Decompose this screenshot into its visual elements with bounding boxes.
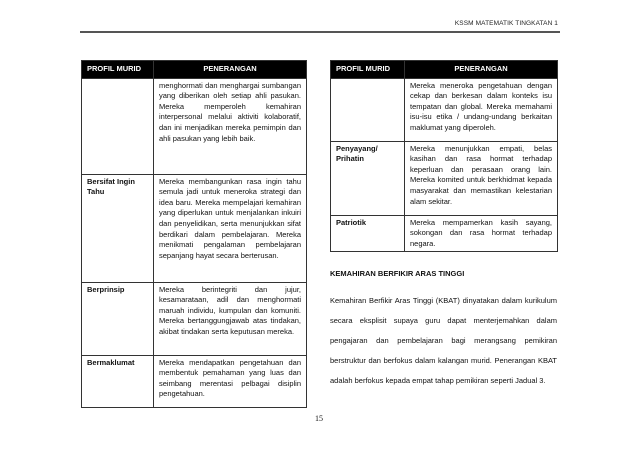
table-row	[331, 215, 558, 252]
page-number: 15	[315, 414, 323, 423]
profile-table-left	[81, 60, 307, 408]
profile-description: Mereka meneroka pengetahuan dengan cekap dan berkesan dalam konteks isu tempatan dan global. Mereka memahami isu-isu etika / undang-undang berkaitan maklumat yang diperoleh.	[405, 78, 558, 141]
profile-description: Mereka menunjukkan empati, belas kasihan dan rasa hormat terhadap keperluan dan perasaan orang lain. Mereka komited untuk berkhidmat kepada masyarakat dan memastikan kelestarian alam sekitar.	[405, 141, 558, 215]
table-row	[82, 78, 307, 174]
table-header-row	[331, 61, 558, 79]
table-row	[82, 282, 307, 355]
column-header-profile: PROFIL MURID	[331, 61, 405, 79]
table-header-row	[82, 61, 307, 79]
profile-description: Mereka membangunkan rasa ingin tahu semula jadi untuk meneroka strategi dan idea baru. Mereka mempelajari kemahiran yang diperlukan untuk menjalankan inkuiri dan penyelidikan, serta menunjukkan sifat berdikari dalam pembelajaran. Mereka menikmati pengalaman pembelajaran sepanjang hayat secara berterusan.	[154, 174, 307, 282]
profile-description: menghormati dan menghargai sumbangan yang diberikan oleh setiap ahli pasukan. Mereka memperoleh kemahiran interpersonal melalui aktiviti kolaboratif, dan ini menjadikan mereka pemimpin dan ahli pasukan yang lebih baik.	[154, 78, 307, 174]
profile-label: Patriotik	[331, 215, 405, 252]
column-header-description: PENERANGAN	[154, 61, 307, 79]
section-title: KEMAHIRAN BERFIKIR ARAS TINGGI	[330, 269, 465, 278]
table-row	[331, 141, 558, 215]
profile-table-right	[330, 60, 558, 252]
profile-description: Mereka mendapatkan pengetahuan dan membentuk pemahaman yang luas dan seimbang merentasi pelbagai disiplin pengetahuan.	[154, 355, 307, 407]
profile-label: Penyayang/ Prihatin	[331, 141, 405, 215]
table-row	[331, 78, 558, 141]
profile-description: Mereka berintegriti dan jujur, kesamarataan, adil dan menghormati maruah individu, kumpulan dan komuniti. Mereka bertanggungjawab atas tindakan, akibat tindakan serta keputusan mereka.	[154, 282, 307, 355]
profile-label	[331, 78, 405, 141]
table-row	[82, 355, 307, 407]
profile-label: Berprinsip	[82, 282, 154, 355]
profile-label	[82, 78, 154, 174]
section-paragraph: Kemahiran Berfikir Aras Tinggi (KBAT) dinyatakan dalam kurikulum secara eksplisit supaya guru dapat menterjemahkan dalam pengajaran dan pembelajaran bagi merangsang pemikiran berstruktur dan berfokus dalam kalangan murid. Penerangan KBAT adalah berfokus kepada empat tahap pemikiran seperti Jadual 3.	[330, 296, 557, 385]
table-row	[82, 174, 307, 282]
header-rule	[80, 31, 560, 33]
running-header: KSSM MATEMATIK TINGKATAN 1	[454, 20, 558, 27]
profile-label: Bermaklumat	[82, 355, 154, 407]
profile-description: Mereka mempamerkan kasih sayang, sokongan dan rasa hormat terhadap negara.	[405, 215, 558, 252]
column-header-description: PENERANGAN	[405, 61, 558, 79]
column-header-profile: PROFIL MURID	[82, 61, 154, 79]
profile-label: Bersifat Ingin Tahu	[82, 174, 154, 282]
